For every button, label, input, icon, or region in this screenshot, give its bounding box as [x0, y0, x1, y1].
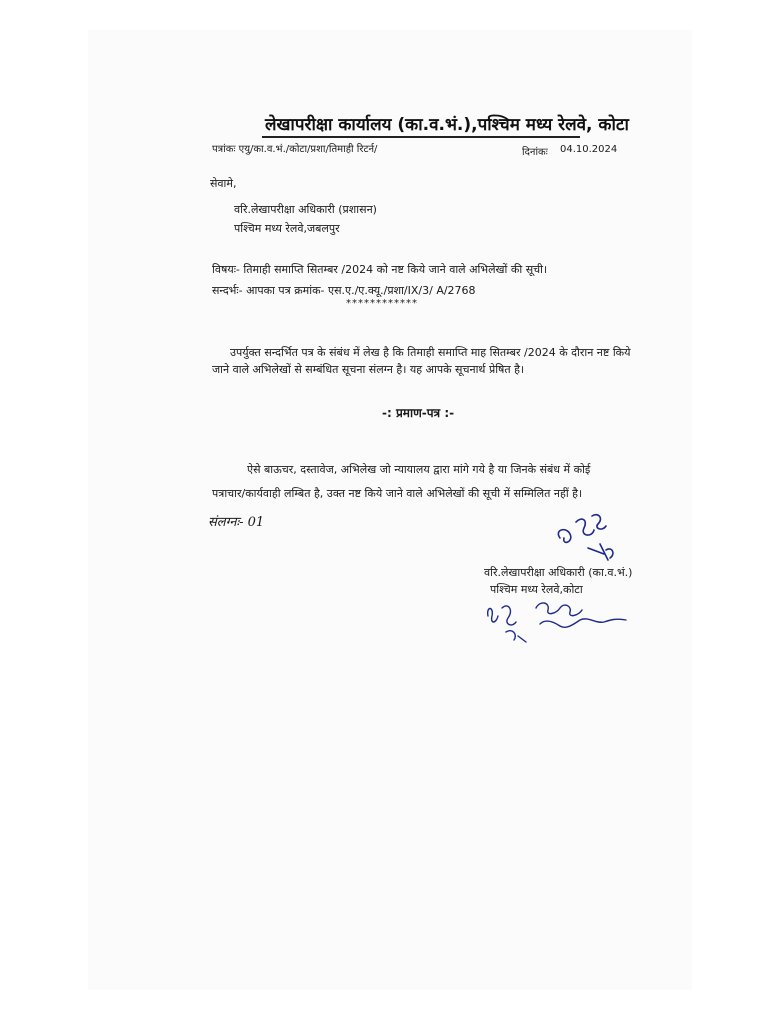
certificate-heading: -: प्रमाण-पत्र :-	[382, 406, 455, 420]
signatory-designation: वरि.लेखापरीक्षा अधिकारी (का.व.भं.)	[484, 566, 633, 579]
paragraph-2-line-2: पत्राचार/कार्यवाही लम्बित है, उक्त नष्ट किये जाने वाले अभिलेखों की सूची में सम्मिलित नहीं है।	[212, 487, 583, 500]
reference-number: पत्रांकः एयु/का.व.भं./कोटा/प्रशा/तिमाही रिटर्न/	[212, 144, 378, 155]
reference-line: सन्दर्भः- आपका पत्र क्रमांक- एस.ए./ए.क्यू./प्रशा/IX/3/ A/2768	[212, 284, 476, 297]
paragraph-2-line-1: ऐसे बाऊचर, दस्तावेज, अभिलेख जो न्यायालय द्वारा मांगे गये है या जिनके संबंध में कोई	[247, 463, 591, 476]
paragraph-1-line-1: उपर्युक्त सन्दर्भित पत्र के संबंध में लेख है कि तिमाही समाप्ति माह सितम्बर /2024 के दौरान नष्ट किये	[230, 346, 631, 359]
addressee-line-1: वरि.लेखापरीक्षा अधिकारी (प्रशासन)	[234, 203, 377, 216]
paragraph-1-line-2: जाने वाले अभिलेखों से सम्बंधित सूचना संलग्न है। यह आपके सूचनार्थ प्रेषित है।	[212, 363, 525, 376]
handwritten-initials	[484, 598, 530, 648]
salutation: सेवामे,	[210, 177, 237, 190]
handwritten-signature	[548, 508, 628, 564]
handwritten-initials-stamp	[530, 598, 642, 638]
title-underline	[262, 136, 580, 138]
date-value: 04.10.2024	[560, 144, 618, 155]
enclosure-note: संलग्नः- 01	[208, 515, 265, 530]
letter-title: लेखापरीक्षा कार्यालय (का.व.भं.),पश्चिम मध्य रेलवे, कोटा	[265, 115, 629, 135]
separator-stars: ************	[346, 298, 418, 309]
subject-line: विषयः- तिमाही समाप्ति सितम्बर /2024 को नष्ट किये जाने वाले अभिलेखों की सूची।	[212, 263, 548, 276]
date-label: दिनांकः	[522, 147, 548, 158]
addressee-line-2: पश्चिम मध्य रेलवे,जबलपुर	[234, 222, 340, 235]
signatory-office: पश्चिम मध्य रेलवे,कोटा	[490, 583, 583, 596]
